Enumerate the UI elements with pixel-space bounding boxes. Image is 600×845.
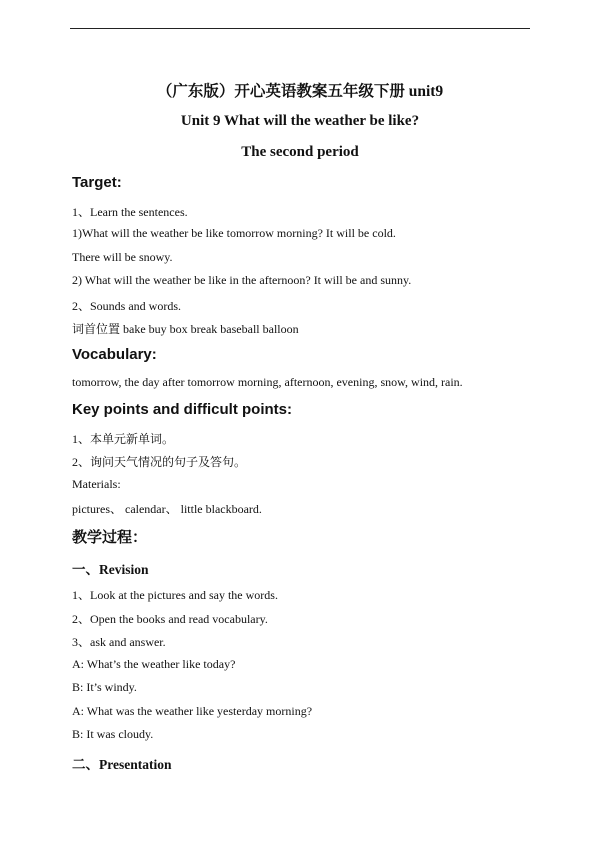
revision-line: 3、ask and answer.: [72, 635, 166, 649]
process-heading: 教学过程：: [72, 529, 148, 546]
materials-label: Materials:: [72, 477, 121, 491]
key-points-line: 1、本单元新单词。: [72, 432, 175, 446]
target-line: 2) What will the weather be like in the afternoon? It will be and sunny.: [72, 273, 412, 287]
key-points-line: 2、询问天气情况的句子及答句。: [72, 455, 247, 469]
dialogue-line: A: What was the weather like yesterday morning?: [72, 704, 313, 718]
key-points-heading: Key points and difficult points:: [72, 401, 292, 418]
target-line: 词首位置 bake buy box break baseball balloon: [72, 322, 299, 336]
target-line: 1)What will the weather be like tomorrow morning? It will be cold.: [72, 226, 396, 240]
revision-line: 2、Open the books and read vocabulary.: [72, 612, 268, 626]
revision-heading: 一、Revision: [72, 562, 149, 577]
materials-list: pictures、 calendar、 little blackboard.: [72, 502, 262, 516]
target-line: 2、Sounds and words.: [72, 299, 182, 313]
header-rule: [70, 28, 530, 29]
dialogue-line: B: It was cloudy.: [72, 727, 154, 741]
document-title: （广东版）开心英语教案五年级下册 unit9: [156, 83, 444, 100]
dialogue-line: B: It’s windy.: [72, 680, 137, 694]
unit-title: Unit 9 What will the weather be like?: [180, 113, 420, 129]
period-title: The second period: [241, 144, 359, 160]
dialogue-line: A: What’s the weather like today?: [72, 657, 236, 671]
presentation-heading: 二、Presentation: [72, 757, 172, 772]
vocabulary-text: tomorrow, the day after tomorrow morning, afternoon, evening, snow, wind, rain.: [72, 375, 463, 389]
vocabulary-heading: Vocabulary:: [72, 346, 157, 363]
target-line: 1、Learn the sentences.: [72, 205, 188, 219]
target-heading: Target:: [72, 174, 122, 191]
target-line: There will be snowy.: [72, 250, 173, 264]
revision-line: 1、Look at the pictures and say the words.: [72, 588, 278, 602]
